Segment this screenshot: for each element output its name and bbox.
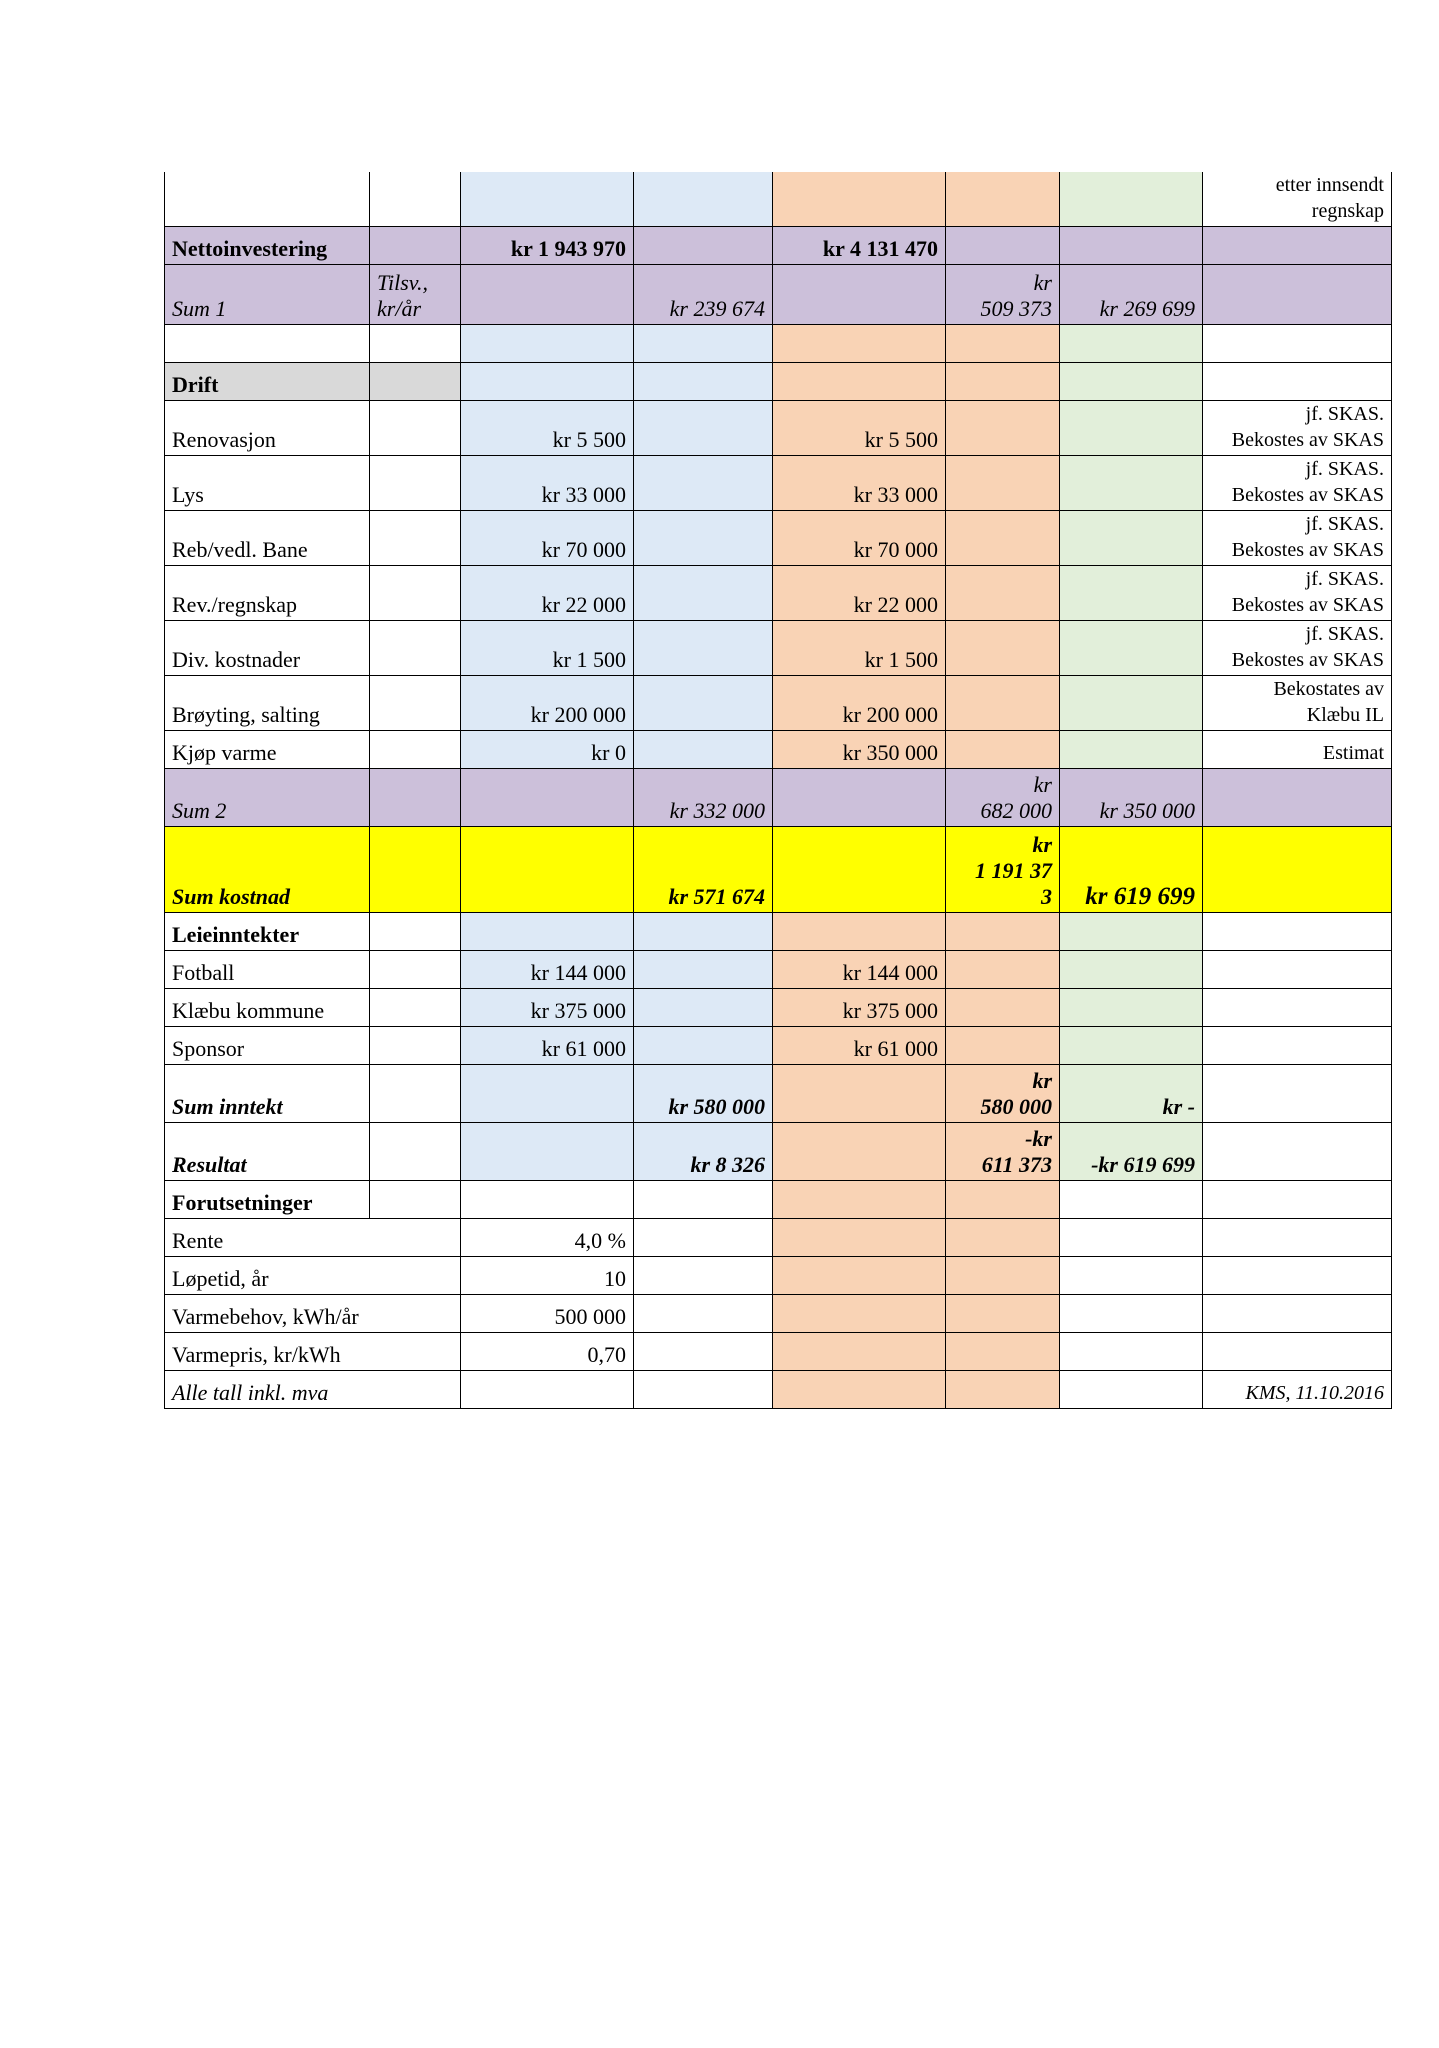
row-label: Renovasjon <box>165 401 370 456</box>
table-row <box>165 827 1392 913</box>
table-row <box>165 1257 1392 1295</box>
table-row <box>165 913 1392 951</box>
cell-value: kr 239 674 <box>634 265 773 325</box>
cell-value: kr 0 <box>461 731 634 769</box>
row-label: Brøyting, salting <box>165 676 370 731</box>
table-row <box>165 1333 1392 1371</box>
cell-value: kr 5 500 <box>773 401 946 456</box>
row-label: Klæbu kommune <box>165 989 370 1027</box>
table-row <box>165 1027 1392 1065</box>
section-heading: Drift <box>165 363 370 401</box>
row-note: Estimat <box>1203 731 1392 769</box>
row-label: Sum 2 <box>165 769 370 827</box>
cell-value: kr 5 500 <box>461 401 634 456</box>
cell-value: kr 144 000 <box>773 951 946 989</box>
row-label: Varmepris, kr/kWh <box>165 1333 461 1371</box>
unit-label: Tilsv., kr/år <box>370 265 461 325</box>
cell-value: kr 580 000 <box>946 1065 1060 1123</box>
table-row <box>165 172 1392 227</box>
cell-value: kr 1 943 970 <box>461 227 634 265</box>
cell-value: kr 1 500 <box>773 621 946 676</box>
row-label: Reb/vedl. Bane <box>165 511 370 566</box>
row-label: Resultat <box>165 1123 370 1181</box>
table-row <box>165 227 1392 265</box>
cell-value: kr 70 000 <box>461 511 634 566</box>
cell-value: kr 33 000 <box>461 456 634 511</box>
cell-value: kr 350 000 <box>1060 769 1203 827</box>
footer-signature: KMS, 11.10.2016 <box>1203 1371 1392 1409</box>
table-row <box>165 1219 1392 1257</box>
section-heading: Leieinntekter <box>165 913 370 951</box>
cell-value: kr 509 373 <box>946 265 1060 325</box>
row-label: Nettoinvestering <box>165 227 370 265</box>
cell-value: -kr 611 373 <box>946 1123 1060 1181</box>
cell-value: kr 375 000 <box>773 989 946 1027</box>
cell-value: kr 580 000 <box>634 1065 773 1123</box>
row-label: Varmebehov, kWh/år <box>165 1295 461 1333</box>
cell-value: kr 8 326 <box>634 1123 773 1181</box>
cell-value: kr 1 191 37 3 <box>946 827 1060 913</box>
row-label: Rente <box>165 1219 461 1257</box>
cell-value: kr 1 500 <box>461 621 634 676</box>
cell-value: kr 200 000 <box>461 676 634 731</box>
cell-value: 0,70 <box>461 1333 634 1371</box>
table-row <box>165 1123 1392 1181</box>
table-row <box>165 989 1392 1027</box>
cell-value: kr 269 699 <box>1060 265 1203 325</box>
footer-note: Alle tall inkl. mva <box>165 1371 461 1409</box>
table-row <box>165 621 1392 676</box>
row-label: Sum 1 <box>165 265 370 325</box>
cell-value: -kr 619 699 <box>1060 1123 1203 1181</box>
row-note: jf. SKAS. Bekostes av SKAS <box>1203 401 1392 456</box>
row-label: Fotball <box>165 951 370 989</box>
cell-value: kr 200 000 <box>773 676 946 731</box>
cell-value: 500 000 <box>461 1295 634 1333</box>
row-label: Sum kostnad <box>165 827 370 913</box>
table-row <box>165 951 1392 989</box>
cell-value: 4,0 % <box>461 1219 634 1257</box>
table-row <box>165 1295 1392 1333</box>
cell-value: kr - <box>1060 1065 1203 1123</box>
cell-value: kr 33 000 <box>773 456 946 511</box>
table-row <box>165 769 1392 827</box>
cell-value: kr 332 000 <box>634 769 773 827</box>
table-row <box>165 363 1392 401</box>
section-heading: Forutsetninger <box>165 1181 370 1219</box>
row-note: Bekostates av Klæbu IL <box>1203 676 1392 731</box>
row-label: Lys <box>165 456 370 511</box>
cell-value: kr 619 699 <box>1060 827 1203 913</box>
budget-table <box>164 172 1392 1409</box>
table-row <box>165 265 1392 325</box>
cell-value: kr 682 000 <box>946 769 1060 827</box>
row-note: jf. SKAS. Bekostes av SKAS <box>1203 621 1392 676</box>
cell-value: kr 571 674 <box>634 827 773 913</box>
cell-value: kr 61 000 <box>773 1027 946 1065</box>
row-label: Sum inntekt <box>165 1065 370 1123</box>
table-row <box>165 401 1392 456</box>
table-row <box>165 1371 1392 1409</box>
row-note: jf. SKAS. Bekostes av SKAS <box>1203 511 1392 566</box>
cell-value: 10 <box>461 1257 634 1295</box>
table-row <box>165 511 1392 566</box>
table-row <box>165 1065 1392 1123</box>
cell-value: kr 144 000 <box>461 951 634 989</box>
top-note: etter innsendt regnskap <box>1203 172 1392 227</box>
row-note: jf. SKAS. Bekostes av SKAS <box>1203 566 1392 621</box>
row-label: Div. kostnader <box>165 621 370 676</box>
cell-value: kr 350 000 <box>773 731 946 769</box>
table-row <box>165 1181 1392 1219</box>
row-label: Sponsor <box>165 1027 370 1065</box>
table-row <box>165 731 1392 769</box>
cell-value: kr 61 000 <box>461 1027 634 1065</box>
table-row <box>165 566 1392 621</box>
row-label: Kjøp varme <box>165 731 370 769</box>
row-label: Rev./regnskap <box>165 566 370 621</box>
cell-value: kr 70 000 <box>773 511 946 566</box>
cell-value: kr 22 000 <box>461 566 634 621</box>
row-note: jf. SKAS. Bekostes av SKAS <box>1203 456 1392 511</box>
table-row <box>165 325 1392 363</box>
table-row <box>165 676 1392 731</box>
cell-value: kr 22 000 <box>773 566 946 621</box>
cell-value: kr 375 000 <box>461 989 634 1027</box>
row-label: Løpetid, år <box>165 1257 461 1295</box>
cell-value: kr 4 131 470 <box>773 227 946 265</box>
table-row <box>165 456 1392 511</box>
